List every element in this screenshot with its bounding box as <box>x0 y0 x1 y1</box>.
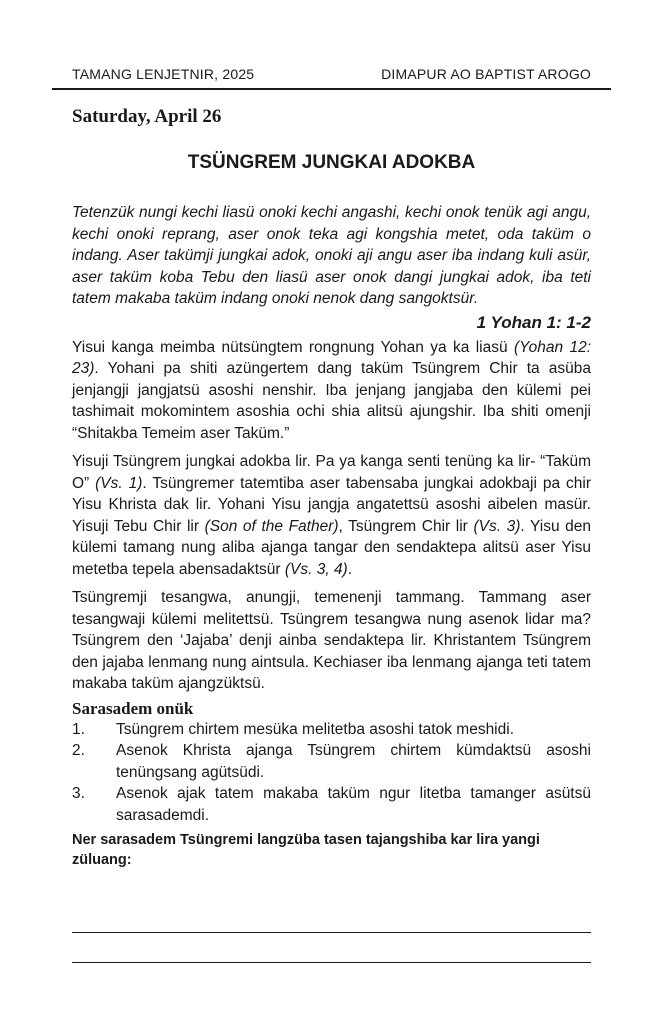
devotion-date: Saturday, April 26 <box>72 106 222 127</box>
paragraph-text: Yisui kanga meimba nütsüngtem rongnung Yohan ya ka liasü <box>72 338 514 356</box>
list-item <box>72 740 591 783</box>
paragraph-text: Yisuji Tsüngrem jungkai adokba lir. Pa ya kanga senti tenüng ka lir- “Taküm O” <box>72 453 591 492</box>
header-divider <box>52 88 611 90</box>
paragraph-text: . Yisu den külemi tamang nung aliba ajanga tangar den sendaktepa alitsü aser Yisu metetba tepela abensadaktsür <box>72 517 592 578</box>
list-item-text: Tsüngrem chirtem mesüka melitetba asoshi tatok meshidi. <box>116 720 514 738</box>
paragraph-text: . Tsüngremer tatemtiba aser tabensaba jungkai adokbaji pa chir Yisu Khrista dak lir. Yohani Yisu jangja angatettsü asoshi aibelen masür. Yisuji Tebu Chir lir <box>72 474 591 535</box>
paragraph-1 <box>72 337 591 445</box>
paragraph-text: , Tsüngrem Chir lir <box>338 517 474 535</box>
scripture-text: Tetenzük nungi kechi liasü onoki kechi angashi, kechi onok tenük agi angu, kechi onoki reprang, aser onok teka agi kongshia metet, oda taküm o indang. Aser takümji jungkai adok, onoki aji angu aser iba indang kuli asür, aser taküm koba Tebu den liasü aser onok dangi jungkai adok, iba teti tatem makaba taküm indang onoki nenok dang sangoktsür. <box>72 204 591 307</box>
paragraph-text: . <box>347 560 353 578</box>
reflection-heading: Sarasadem onük <box>72 698 194 718</box>
page-header <box>72 66 591 82</box>
scripture-citation: (Vs. 3) <box>473 517 521 535</box>
inline-translation: (Son of the Father) <box>204 517 339 535</box>
devotion-title: TSÜNGREM JUNGKAI ADOKBA <box>187 152 476 173</box>
paragraph-2 <box>72 451 591 580</box>
scripture-reference: 1 Yohan 1: 1-2 <box>476 312 591 332</box>
paragraph-text: Tsüngremji tesangwa, anungji, temenenji tammang. Tammang aser tesangwaji külemi melitettsü. Tsüngrem tesangwa nung asenok lidar ma? Tsüngrem den ‘Jajaba’ denji ainba sendaktepa lir. Khristantem Tsüngrem den jajaba lenmang nung aintsula. Kechiaser iba lenmang ajanga teti tatem makaba taküm ajangzüktsü. <box>72 589 591 692</box>
list-item <box>72 783 591 826</box>
list-item-number: 2. <box>72 742 85 759</box>
header-publication: TAMANG LENJETNIR, 2025 <box>72 66 255 82</box>
devotional-content <box>72 106 591 870</box>
writing-line-2[interactable] <box>72 962 591 963</box>
scripture-citation: (Yohan 12: 23) <box>72 338 591 377</box>
header-organization: DIMAPUR AO BAPTIST AROGO <box>381 66 591 82</box>
reflection-list <box>72 719 591 827</box>
list-item-text: Asenok ajak tatem makaba taküm ngur litetba tamanger asütsü sarasademdi. <box>116 785 591 824</box>
paragraph-text: . Yohani pa shiti azüngertem dang taküm Tsüngrem Chir ta asüba jenjangji jangjatsü asoshi nenshir. Iba jenjang jangjaba den külemi pei tashimait mokomintem asoshia ochi shia alitsü ajungshir. Iba shiti omenji “Shitakba Temeim aser Taküm.” <box>72 360 591 442</box>
paragraph-3 <box>72 587 591 695</box>
scripture-citation: (Vs. 3, 4) <box>284 560 348 578</box>
list-item-text: Asenok Khrista ajanga Tsüngrem chirtem kümdaktsü asoshi tenüngsang agütsüdi. <box>116 742 591 781</box>
prayer-prompt: Ner sarasadem Tsüngremi langzüba tasen tajangshiba kar lira yangi züluang: <box>72 832 540 868</box>
list-item-number: 1. <box>72 720 85 738</box>
writing-line-1[interactable] <box>72 932 591 933</box>
list-item <box>72 719 591 741</box>
list-item-number: 3. <box>72 785 85 802</box>
scripture-citation: (Vs. 1) <box>95 474 143 492</box>
